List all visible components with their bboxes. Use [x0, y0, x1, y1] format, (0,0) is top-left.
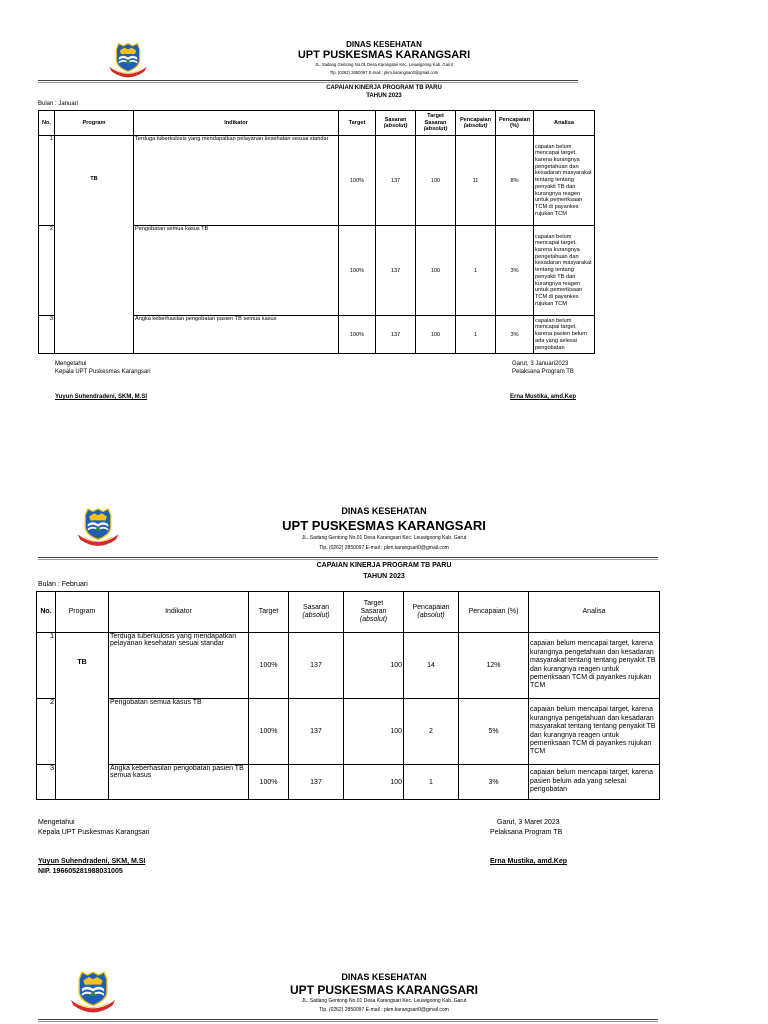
row-target: 100% — [339, 316, 376, 354]
report-year: TAHUN 2023 — [366, 93, 402, 99]
row-target: 100% — [339, 226, 376, 316]
month-label: Bulan : Januari — [38, 101, 79, 107]
row-pencapaian-abs: 1 — [456, 226, 496, 316]
col-pencapaian-pct: Pencapaian (%) — [459, 592, 529, 633]
col-sasaran: Sasaran (absolut) — [289, 592, 344, 633]
row-no: 1 — [37, 633, 56, 699]
row-no: 2 — [39, 226, 55, 316]
sign-left-name: Yuyun Suhendradeni, SKM, M.SI — [55, 394, 148, 400]
row-pencapaian-pct: 3% — [496, 316, 534, 354]
col-pencapaian-pct: Pencapaian (%) — [496, 111, 534, 136]
col-pencapaian-abs: Pencapaian (absolut) — [456, 111, 496, 136]
row-sasaran: 137 — [289, 699, 344, 765]
row-analisa: capaian belum mencapai target, karena pasien belum ada yang selesai pengobatan — [534, 316, 595, 354]
sign-left-title: Kepala UPT Puskesmas Karangsari — [38, 829, 150, 836]
sign-right-date: Garut, 3 Maret 2023 — [497, 819, 560, 826]
office-contact: Tlp. (0262) 2850097 E-mail : pkm.karangsari0@gmail.com — [319, 1007, 449, 1013]
office-address: JL. Sadang Gentong No.01 Desa Karangsari Kec. Leuwigoong Kab. Garut — [301, 535, 467, 541]
row-analisa: capaian belum mencapai target, karena kurangnya pengetahuan dan kesadaran masyarakat tentang tentang penyakit TB dan kurangnya reagen untuk pemeriksaan TCM di payankes rujukan TCM — [529, 633, 660, 699]
col-program: Program — [55, 111, 134, 136]
row-indikator: Pengobatan semua kasus TB — [134, 226, 339, 316]
row-indikator: Terduga tuberkulosis yang mendapatkan pelayanan kesehatan sesuai standar — [109, 633, 249, 699]
row-sasaran: 137 — [376, 226, 416, 316]
row-indikator: Angka keberhasilan pengobatan pasien TB semua kasus — [134, 316, 339, 354]
month-label: Bulan : Februari — [38, 581, 88, 588]
col-program: Program — [56, 592, 109, 633]
row-indikator: Terduga tuberkulosis yang mendapatkan pelayanan kesehatan sesuai standar — [134, 136, 339, 226]
row-sasaran: 137 — [289, 633, 344, 699]
row-target: 100% — [339, 136, 376, 226]
row-target-sasaran: 100 — [416, 316, 456, 354]
office-contact: Tlp. (0262) 2850097 E-mail : pkm.karangsari0@gmail.com — [329, 70, 439, 75]
row-target-sasaran: 100 — [344, 765, 404, 800]
row-indikator: Angka keberhasilan pengobatan pasien TB semua kasus — [109, 765, 249, 800]
col-target-sasaran: Target Sasaran (absolut) — [344, 592, 404, 633]
row-analisa: capaian belum mencapai target, karena kurangnya pengetahuan dan kesadaran masyarakat tentang tentang penyakit TB dan kurangnya reagen untuk pemeriksaan TCM di payankes rujukan TCM — [529, 699, 660, 765]
row-target: 100% — [249, 765, 289, 800]
report-title: CAPAIAN KINERJA PROGRAM TB PARU — [316, 562, 452, 569]
row-pencapaian-abs: 11 — [456, 136, 496, 226]
table-row — [37, 633, 660, 699]
report-title: CAPAIAN KINERJA PROGRAM TB PARU — [326, 85, 442, 91]
performance-table — [36, 591, 660, 800]
office-address: JL. Sadang Gentong No.01 Desa Karangsari Kec. Leuwigoong Kab. Garut — [315, 62, 453, 67]
row-sasaran: 137 — [376, 316, 416, 354]
col-pencapaian-abs: Pencapaian (absolut) — [404, 592, 459, 633]
row-pencapaian-abs: 1 — [456, 316, 496, 354]
row-target-sasaran: 100 — [416, 226, 456, 316]
table-row — [37, 699, 660, 765]
row-analisa: capaian belum mencapai target, karena pasien belum ada yang selesai pengobatan — [529, 765, 660, 800]
agency-heading: DINAS KESEHATAN — [341, 506, 427, 516]
sign-left-label: Mengetahui — [38, 819, 75, 826]
agency-heading: DINAS KESEHATAN — [341, 972, 427, 982]
col-target: Target — [249, 592, 289, 633]
row-analisa: capaian belum mencapai target, karena kurangnya pengetahuan dan kesadaran masyarakat tentang tentang penyakit TB dan kurangnya reagen untuk pemeriksaan TCM di payankes rujukan TCM — [534, 226, 595, 316]
row-no: 3 — [37, 765, 56, 800]
col-target: Target — [339, 111, 376, 136]
row-pencapaian-abs: 2 — [404, 699, 459, 765]
row-pencapaian-pct: 3% — [496, 226, 534, 316]
row-target-sasaran: 100 — [344, 633, 404, 699]
agency-heading: DINAS KESEHATAN — [346, 40, 422, 49]
table-row — [39, 136, 595, 226]
row-pencapaian-pct: 3% — [459, 765, 529, 800]
office-heading: UPT PUSKESMAS KARANGSARI — [297, 49, 471, 61]
sign-left-nip: NIP. 196605281988031005 — [38, 868, 123, 875]
row-pencapaian-pct: 5% — [459, 699, 529, 765]
sign-right-title: Pelaksana Program TB — [490, 829, 563, 836]
sign-right-name: Erna Mustika, amd.Kep — [490, 858, 568, 865]
header-rule — [38, 80, 578, 83]
col-analisa: Analisa — [529, 592, 660, 633]
row-no: 2 — [37, 699, 56, 765]
row-sasaran: 137 — [289, 765, 344, 800]
col-no: No. — [37, 592, 56, 633]
row-pencapaian-abs: 14 — [404, 633, 459, 699]
col-indikator: Indikator — [134, 111, 339, 136]
sign-left-label: Mengetahui — [55, 361, 87, 367]
sign-right-date: Garut, 3 Januari2023 — [512, 361, 569, 367]
col-analisa: Analisa — [534, 111, 595, 136]
office-contact: Tlp. (0262) 2850097 E-mail : pkm.karangsari0@gmail.com — [319, 545, 449, 551]
report-year: TAHUN 2023 — [363, 573, 405, 580]
row-no: 1 — [39, 136, 55, 226]
office-heading: UPT PUSKESMAS KARANGSARI — [289, 983, 478, 997]
row-no: 3 — [39, 316, 55, 354]
sign-right-name: Erna Mustika, amd.Kep — [510, 394, 577, 400]
sign-left-name: Yuyun Suhendradeni, SKM, M.SI — [38, 858, 146, 865]
row-analisa: capaian belum mencapai target, karena kurangnya pengetahuan dan kesadaran masyarakat tentang tentang penyakit TB dan kurangnya reagen untuk pemeriksaan TCM di payankes rujukan TCM — [534, 136, 595, 226]
row-target-sasaran: 100 — [344, 699, 404, 765]
office-heading: UPT PUSKESMAS KARANGSARI — [282, 518, 486, 533]
col-sasaran: Sasaran (absolut) — [376, 111, 416, 136]
table-row — [37, 765, 660, 800]
sign-left-title: Kepala UPT Puskesmas Karangsari — [55, 369, 151, 375]
program-cell: TB — [56, 633, 109, 800]
row-pencapaian-abs: 1 — [404, 765, 459, 800]
col-target-sasaran: Target Sasaran (absolut) — [416, 111, 456, 136]
header-rule — [38, 557, 658, 560]
header-rule — [38, 1019, 658, 1022]
performance-table — [38, 110, 595, 354]
sign-right-title: Pelaksana Program TB — [512, 369, 574, 375]
row-pencapaian-pct: 8% — [496, 136, 534, 226]
row-target: 100% — [249, 633, 289, 699]
row-target-sasaran: 100 — [416, 136, 456, 226]
office-address: JL. Sadang Gentong No.01 Desa Karangsari Kec. Leuwigoong Kab. Garut — [301, 998, 467, 1004]
row-target: 100% — [249, 699, 289, 765]
program-cell: TB — [55, 136, 134, 354]
row-sasaran: 137 — [376, 136, 416, 226]
col-no: No. — [39, 111, 55, 136]
row-indikator: Pengobatan semua kasus TB — [109, 699, 249, 765]
row-pencapaian-pct: 12% — [459, 633, 529, 699]
col-indikator: Indikator — [109, 592, 249, 633]
